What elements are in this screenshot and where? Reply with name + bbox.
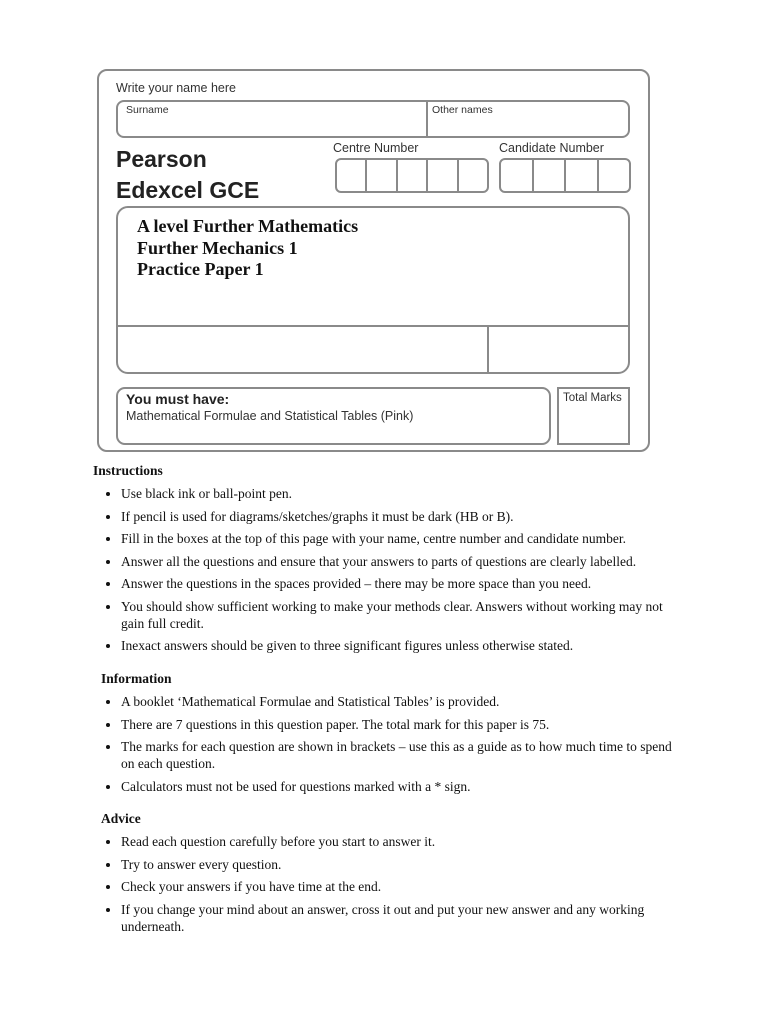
list-item: • Answer all the questions and ensure that your answers to parts of questions are clearly labelled. (121, 553, 683, 570)
advice-section (93, 811, 683, 940)
advice-list (93, 833, 683, 935)
centre-digit-box[interactable] (459, 160, 487, 191)
information-heading: Information (101, 671, 172, 686)
candidate-digit-box[interactable] (599, 160, 630, 191)
candidate-number-label: Candidate Number (499, 141, 604, 155)
name-divider (426, 102, 428, 136)
name-header: Write your name here (116, 81, 236, 95)
list-item: • Try to answer every question. (121, 856, 683, 873)
other-names-field[interactable]: Other names (432, 104, 493, 116)
list-item: • Inexact answers should be given to three significant figures unless otherwise stated. (121, 637, 683, 654)
centre-digit-box[interactable] (367, 160, 397, 191)
candidate-digit-box[interactable] (534, 160, 567, 191)
centre-digit-box[interactable] (337, 160, 367, 191)
must-have-box (116, 387, 551, 445)
total-marks-label: Total Marks (563, 392, 622, 404)
list-item: • Calculators must not be used for questions marked with a * sign. (121, 778, 683, 795)
candidate-digit-box[interactable] (566, 160, 599, 191)
centre-digit-box[interactable] (398, 160, 428, 191)
instructions-heading: Instructions (93, 463, 163, 478)
candidate-number-boxes[interactable] (499, 158, 631, 193)
information-section (93, 671, 683, 800)
paper-box-divider (118, 325, 628, 327)
name-box (116, 100, 630, 138)
list-item: • Use black ink or ball-point pen. (121, 485, 683, 502)
total-marks-box (557, 387, 630, 445)
list-item: • You should show sufficient working to make your methods clear. Answers without working may not gain full credit. (121, 598, 683, 632)
paper-title-line-3: Practice Paper 1 (137, 259, 264, 279)
paper-title-box (116, 206, 630, 374)
candidate-digit-box[interactable] (501, 160, 534, 191)
paper-box-column-divider (487, 326, 489, 374)
brand-logo (116, 144, 259, 206)
centre-number-boxes[interactable] (335, 158, 489, 193)
instructions-section (93, 463, 683, 660)
instructions-list (93, 485, 683, 654)
centre-digit-box[interactable] (428, 160, 458, 191)
paper-title-line-1: A level Further Mathematics (137, 216, 359, 236)
list-item: • If you change your mind about an answer, cross it out and put your new answer and any working underneath. (121, 901, 683, 935)
brand-line-2: Edexcel GCE (116, 177, 260, 203)
cover-sheet (97, 69, 650, 452)
list-item: • There are 7 questions in this question paper. The total mark for this paper is 75. (121, 716, 683, 733)
brand-line-1: Pearson (116, 146, 207, 172)
paper-title (137, 216, 358, 281)
centre-number-label: Centre Number (333, 141, 419, 155)
list-item: • Answer the questions in the spaces provided – there may be more space than you need. (121, 575, 683, 592)
list-item: • The marks for each question are shown in brackets – use this as a guide as to how much time to spend on each question. (121, 738, 683, 772)
paper-title-line-2: Further Mechanics 1 (137, 237, 298, 258)
list-item: • If pencil is used for diagrams/sketches/graphs it must be dark (HB or B). (121, 508, 683, 525)
must-have-heading: You must have: (126, 391, 230, 407)
surname-field[interactable]: Surname (126, 104, 169, 116)
must-have-text: Mathematical Formulae and Statistical Tables (Pink) (126, 409, 414, 423)
list-item: • Fill in the boxes at the top of this page with your name, centre number and candidate number. (121, 530, 683, 547)
list-item: • Check your answers if you have time at the end. (121, 878, 683, 895)
information-list (93, 693, 683, 795)
list-item: • A booklet ‘Mathematical Formulae and Statistical Tables’ is provided. (121, 693, 683, 710)
list-item: • Read each question carefully before you start to answer it. (121, 833, 683, 850)
advice-heading: Advice (101, 811, 141, 826)
